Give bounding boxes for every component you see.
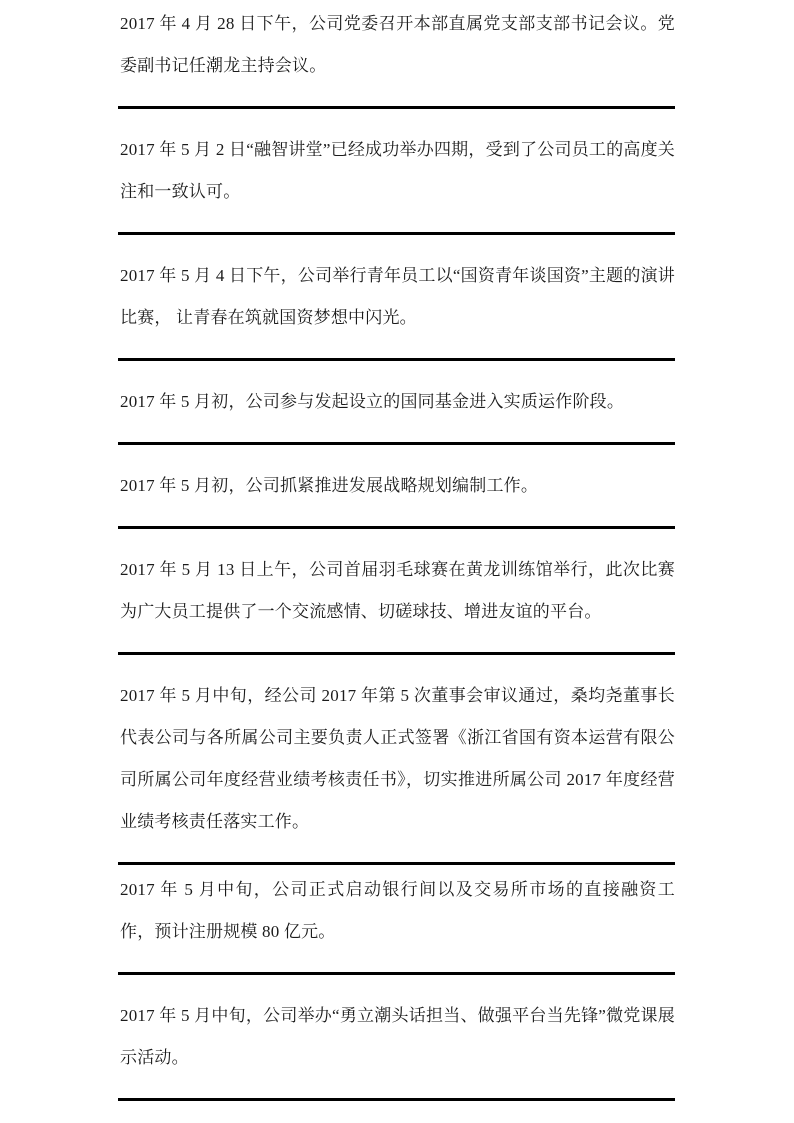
- divider-rule: [118, 1098, 675, 1101]
- section-divider: [120, 213, 675, 255]
- divider-rule: [118, 442, 675, 445]
- event-paragraph: 2017 年 5 月 13 日上午，公司首届羽毛球赛在黄龙训练馆举行，此次比赛为广大员工提供了一个交流感情、切磋球技、增进友谊的平台。: [120, 560, 675, 621]
- divider-rule: [118, 862, 675, 865]
- event-paragraph: 2017 年 5 月中旬，公司举办“勇立潮头话担当、做强平台当先锋”微党课展示活动。: [120, 1006, 675, 1067]
- divider-rule: [118, 652, 675, 655]
- event-paragraph: 2017 年 5 月中旬，经公司 2017 年第 5 次董事会审议通过，桑均尧董事长代表公司与各所属公司主要负责人正式签署《浙江省国有资本运营有限公司所属公司年度经营业绩考核责任书》，切实推进所属公司 2017 年度经营业绩考核责任落实工作。: [120, 686, 675, 831]
- divider-rule: [118, 232, 675, 235]
- divider-rule: [118, 526, 675, 529]
- section-divider: [120, 1079, 675, 1121]
- section-divider: [120, 339, 675, 381]
- section-divider: [120, 87, 675, 129]
- section-divider: [120, 423, 675, 465]
- divider-rule: [118, 106, 675, 109]
- event-paragraph: 2017 年 5 月初，公司参与发起设立的国同基金进入实质运作阶段。: [120, 392, 625, 411]
- divider-rule: [118, 972, 675, 975]
- section-divider: [120, 843, 675, 885]
- section-divider: [120, 507, 675, 549]
- event-paragraph: 2017 年 4 月 28 日下午，公司党委召开本部直属党支部支部书记会议。党委副书记任潮龙主持会议。: [120, 14, 675, 75]
- divider-rule: [118, 358, 675, 361]
- event-paragraph: 2017 年 5 月初，公司抓紧推进发展战略规划编制工作。: [120, 476, 539, 495]
- event-paragraph: 2017 年 5 月 2 日“融智讲堂”已经成功举办四期，受到了公司员工的高度关注和一致认可。: [120, 140, 675, 201]
- section-divider: [120, 633, 675, 675]
- section-divider: [120, 953, 675, 995]
- event-paragraph: 2017 年 5 月中旬，公司正式启动银行间以及交易所市场的直接融资工作，预计注册规模 80 亿元。: [120, 880, 675, 941]
- event-paragraph: 2017 年 5 月 4 日下午，公司举行青年员工以“国资青年谈国资”主题的演讲比赛， 让青春在筑就国资梦想中闪光。: [120, 266, 675, 327]
